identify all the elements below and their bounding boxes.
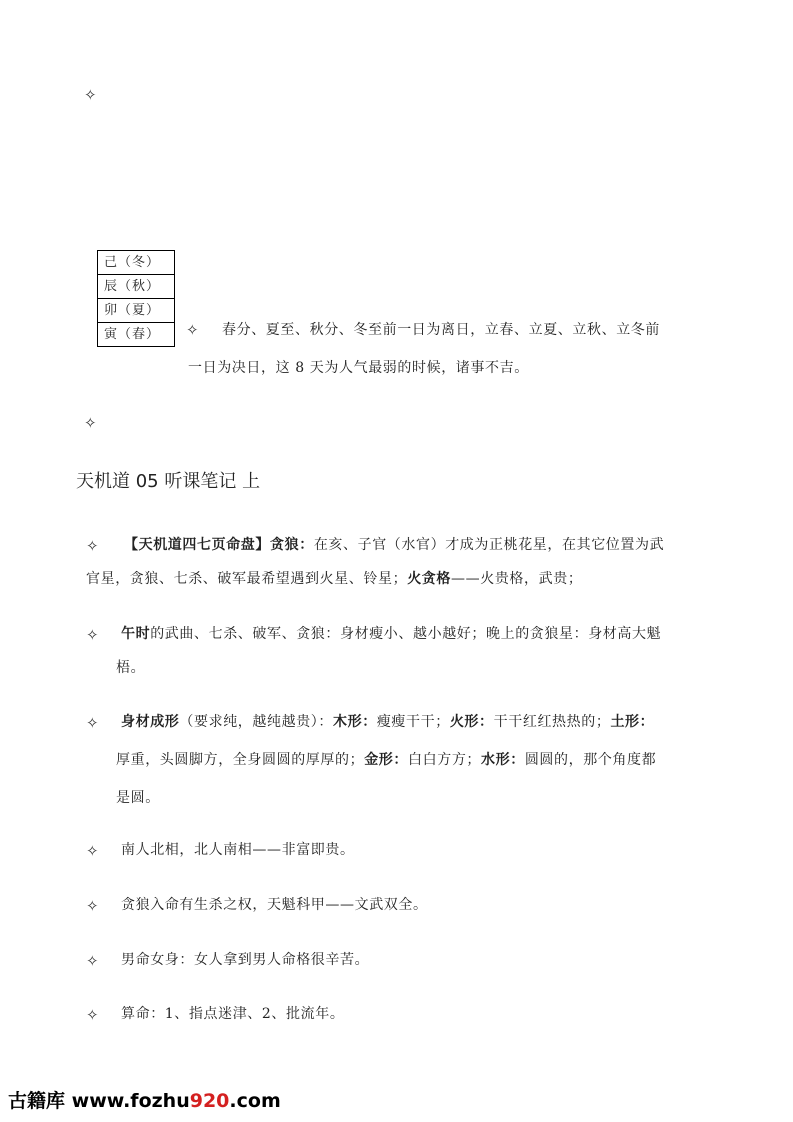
note-2-line2: 梧。 <box>116 660 146 676</box>
note-1-bold-term: 火贪格 <box>407 571 452 587</box>
bullet-icon: ✧ <box>86 897 99 915</box>
note-2-text: 的武曲、七杀、破军、贪狼：身材瘦小、越小越好；晚上的贪狼星：身材高大魁 <box>150 626 662 642</box>
bullet-icon: ✧ <box>86 952 99 970</box>
note-3-text: （要求纯，越纯越贵）： <box>179 714 334 730</box>
bullet-icon: ✧ <box>86 714 99 732</box>
note-3-bold-term: 身材成形 <box>121 714 180 730</box>
solstice-note-line1: 春分、夏至、秋分、冬至前一日为离日，立春、立夏、立秋、立冬前 <box>222 322 660 338</box>
note-4: 南人北相，北人南相——非富即贵。 <box>121 842 355 858</box>
note-3-text: 干干红红热热的； <box>493 714 611 730</box>
note-3-text: 圆圆的，那个角度都 <box>524 752 657 768</box>
note-1-line2 <box>86 569 582 589</box>
note-3-bold-term: 火形： <box>449 714 494 730</box>
note-1-bold-heading: 【天机道四七页命盘】贪狼： <box>124 537 314 553</box>
bullet-icon: ✧ <box>84 86 97 104</box>
note-2-line1 <box>121 624 661 644</box>
note-3-bold-term: 土形： <box>610 714 655 730</box>
note-6: 男命女身：女人拿到男人命格很辛苦。 <box>121 952 370 968</box>
note-1-text: ——火贵格，武贵； <box>451 571 583 587</box>
table-cell: 己（冬） <box>98 251 175 275</box>
note-3-text: 白白方方； <box>408 752 482 768</box>
bullet-icon: ✧ <box>86 842 99 860</box>
note-1-text: 在亥、子官（水官）才成为正桃花星，在其它位置为武 <box>313 537 665 553</box>
table-cell: 辰（秋） <box>98 275 175 299</box>
note-3-text: 厚重，头圆脚方，全身圆圆的厚厚的； <box>116 752 365 768</box>
note-3-text: 瘦瘦干干； <box>376 714 450 730</box>
table-row <box>98 323 175 347</box>
table-cell: 卯（夏） <box>98 299 175 323</box>
note-1-text: 官星，贪狼、七杀、破军最希望遇到火星、铃星； <box>86 571 408 587</box>
table-cell: 寅（春） <box>98 323 175 347</box>
table-row <box>98 299 175 323</box>
branch-season-table <box>97 250 175 347</box>
note-7: 算命：1、指点迷津、2、批流年。 <box>121 1006 345 1022</box>
bullet-icon: ✧ <box>86 537 99 555</box>
note-3-bold-term: 木形： <box>333 714 377 730</box>
note-3-bold-term: 水形： <box>481 752 525 768</box>
footer-label: 古籍库 <box>8 1090 66 1112</box>
footer-site-prefix: www.fozhu <box>71 1090 190 1112</box>
note-2-bold-term: 午时 <box>121 626 151 642</box>
bullet-icon: ✧ <box>186 321 199 339</box>
table-row <box>98 275 175 299</box>
bullet-icon: ✧ <box>84 414 97 432</box>
note-3-line3: 是圆。 <box>116 790 160 806</box>
note-3-line1 <box>121 712 654 732</box>
bullet-icon: ✧ <box>86 626 99 644</box>
footer-site-number: 920 <box>189 1090 230 1112</box>
table-row <box>98 251 175 275</box>
bullet-icon: ✧ <box>86 1006 99 1024</box>
note-3-bold-term: 金形： <box>364 752 409 768</box>
solstice-note-line2: 一日为决日，这 8 天为人气最弱的时候，诸事不吉。 <box>188 360 529 376</box>
section-title: 天机道 05 听课笔记 上 <box>76 471 261 492</box>
note-5: 贪狼入命有生杀之权，天魁科甲——文武双全。 <box>121 897 428 913</box>
note-3-line2 <box>116 750 656 770</box>
footer-watermark <box>8 1088 281 1114</box>
note-1-line1 <box>124 535 664 555</box>
footer-site-suffix: .com <box>229 1090 281 1112</box>
